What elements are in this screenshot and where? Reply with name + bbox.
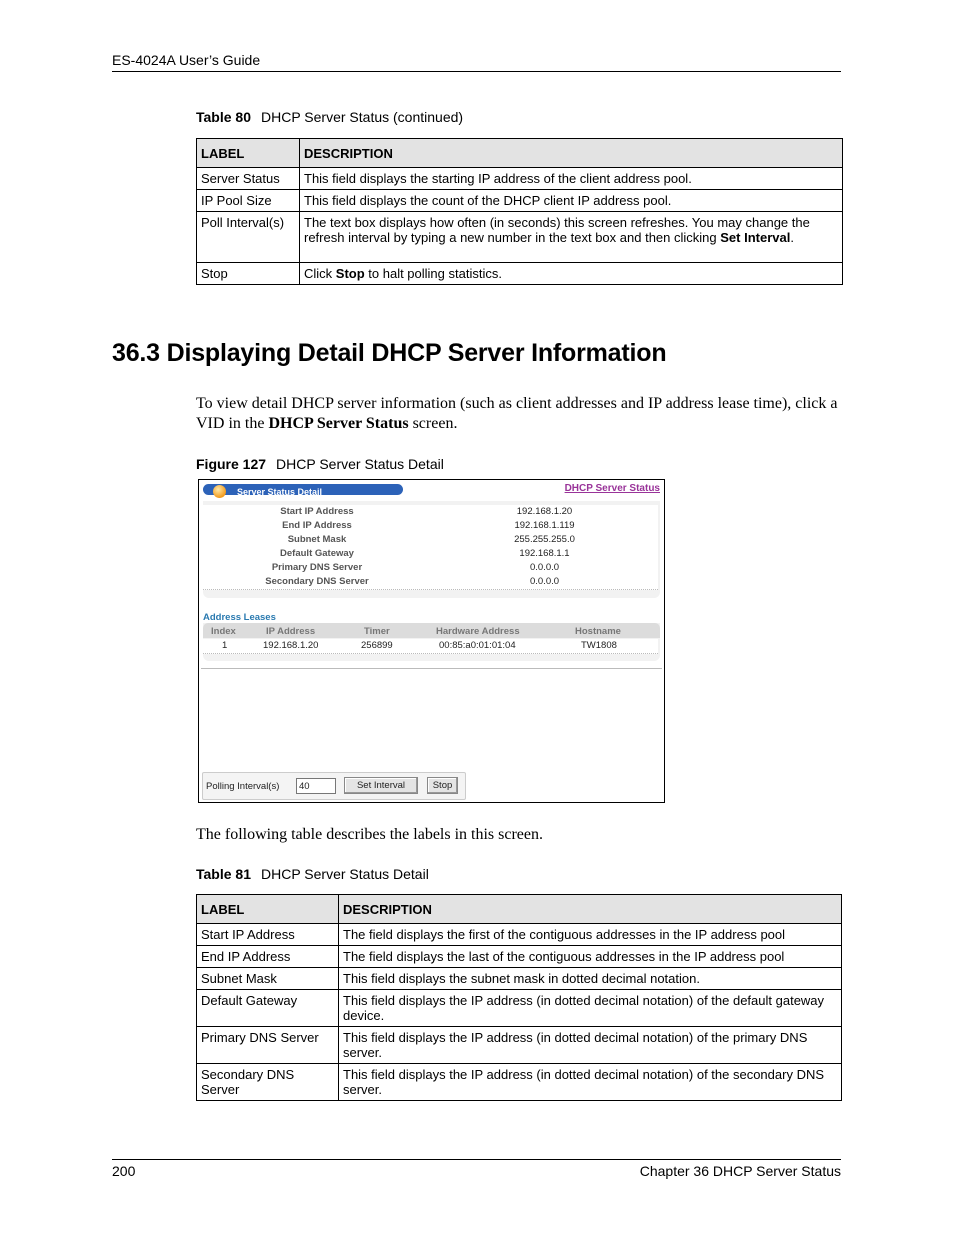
section-heading: 36.3 Displaying Detail DHCP Server Information xyxy=(112,339,667,367)
row-label: IP Pool Size xyxy=(197,190,300,212)
row-description: This field displays the IP address (in dotted decimal notation) of the default gateway device. xyxy=(339,990,842,1027)
following-paragraph: The following table describes the labels in this screen. xyxy=(196,826,544,843)
table-row xyxy=(197,190,843,212)
row-description: The field displays the first of the contiguous addresses in the IP address pool xyxy=(339,924,842,946)
info-value: 192.168.1.1 xyxy=(519,548,570,559)
col-label-header: LABEL xyxy=(197,139,300,168)
table81 xyxy=(196,894,842,1101)
table81-caption-number: Table 81 xyxy=(196,866,251,882)
intro-bold: DHCP Server Status xyxy=(268,415,409,432)
info-row xyxy=(203,561,658,576)
table-header-row xyxy=(197,139,843,168)
row-label: Server Status xyxy=(197,168,300,190)
table-row xyxy=(197,946,842,968)
table81-caption-title: DHCP Server Status Detail xyxy=(261,866,429,882)
info-label: Start IP Address xyxy=(280,506,354,517)
leases-header-row xyxy=(203,623,660,638)
col-hardware-header: Hardware Address xyxy=(436,626,520,637)
table80-caption xyxy=(196,109,463,125)
row-description: This field displays the IP address (in dotted decimal notation) of the secondary DNS server. xyxy=(339,1064,842,1101)
title-bar-text: Server Status Detail xyxy=(237,487,323,497)
info-row xyxy=(203,505,658,520)
col-timer-header: Timer xyxy=(364,626,390,637)
table-row xyxy=(197,263,843,285)
lease-timer: 256899 xyxy=(361,640,393,651)
figure127-caption-title: DHCP Server Status Detail xyxy=(276,456,444,472)
row-label: Start IP Address xyxy=(197,924,339,946)
info-value: 192.168.1.119 xyxy=(514,520,575,531)
desc-bold: Set Interval xyxy=(720,230,791,245)
row-description: This field displays the starting IP address of the client address pool. xyxy=(300,168,843,190)
figure127-caption-number: Figure 127 xyxy=(196,456,267,472)
polling-interval-label: Polling Interval(s) xyxy=(206,781,280,792)
row-label: Stop xyxy=(197,263,300,285)
col-description-header: DESCRIPTION xyxy=(300,139,843,168)
row-description xyxy=(300,263,843,285)
footer-rule xyxy=(112,1159,841,1160)
title-bar xyxy=(203,484,403,495)
lease-index: 1 xyxy=(222,640,228,651)
info-row xyxy=(203,547,658,562)
info-label: Default Gateway xyxy=(280,548,354,559)
table80-caption-title: DHCP Server Status (continued) xyxy=(261,109,464,125)
lease-ip: 192.168.1.20 xyxy=(263,640,319,651)
figure127-screenshot xyxy=(198,479,665,803)
info-label: Secondary DNS Server xyxy=(265,576,369,587)
row-label: Subnet Mask xyxy=(197,968,339,990)
info-row xyxy=(203,519,658,534)
lease-mac: 00:85:a0:01:01:04 xyxy=(439,640,516,651)
info-value: 0.0.0.0 xyxy=(529,576,560,587)
col-hostname-header: Hostname xyxy=(575,626,621,637)
row-label: Secondary DNS Server xyxy=(197,1064,339,1101)
chapter-title: Chapter 36 DHCP Server Status xyxy=(639,1163,841,1179)
intro-text: screen. xyxy=(408,415,458,432)
figure-divider xyxy=(201,668,662,669)
running-header: ES-4024A User’s Guide xyxy=(112,52,261,68)
header-rule xyxy=(112,71,841,72)
set-interval-button[interactable]: Set Interval xyxy=(344,777,418,794)
lease-row xyxy=(203,639,658,654)
table81-caption xyxy=(196,866,429,882)
info-label: Subnet Mask xyxy=(287,534,347,545)
desc-text: . xyxy=(790,230,794,245)
table-row xyxy=(197,924,842,946)
desc-text: Click xyxy=(304,266,336,281)
desc-text: to halt polling statistics. xyxy=(364,266,502,281)
col-index-header: Index xyxy=(211,626,236,637)
address-leases-table xyxy=(203,623,660,661)
col-ip-header: IP Address xyxy=(266,626,316,637)
col-label-header: LABEL xyxy=(197,895,339,924)
row-description: This field displays the subnet mask in dotted decimal notation. xyxy=(339,968,842,990)
stop-button[interactable]: Stop xyxy=(427,777,458,794)
row-label: End IP Address xyxy=(197,946,339,968)
col-description-header: DESCRIPTION xyxy=(339,895,842,924)
table-row xyxy=(197,212,843,263)
intro-paragraph xyxy=(196,394,842,434)
lease-host: TW1808 xyxy=(581,640,617,651)
table-header-row xyxy=(197,895,842,924)
row-label: Poll Interval(s) xyxy=(197,212,300,263)
address-leases-title: Address Leases xyxy=(203,612,276,623)
orb-icon xyxy=(213,485,226,498)
row-label: Default Gateway xyxy=(197,990,339,1027)
info-label: End IP Address xyxy=(282,520,352,531)
table-row xyxy=(197,990,842,1027)
info-value: 255.255.255.0 xyxy=(514,534,575,545)
info-label: Primary DNS Server xyxy=(271,562,363,573)
table-row xyxy=(197,1027,842,1064)
info-row xyxy=(203,575,658,590)
table80 xyxy=(196,138,843,285)
info-value: 192.168.1.20 xyxy=(516,506,573,517)
table-row xyxy=(197,968,842,990)
polling-controls xyxy=(202,772,466,800)
table-row xyxy=(197,1064,842,1101)
row-label: Primary DNS Server xyxy=(197,1027,339,1064)
server-info-panel xyxy=(203,501,660,598)
table80-caption-number: Table 80 xyxy=(196,109,251,125)
table-row xyxy=(197,168,843,190)
desc-bold: Stop xyxy=(335,266,365,281)
row-description: This field displays the count of the DHCP client IP address pool. xyxy=(300,190,843,212)
figure127-caption xyxy=(196,456,444,472)
intro-text: To view detail DHCP server information (such as client addresses and IP address lease time), click a VID in the xyxy=(196,395,838,432)
desc-text: The text box displays how often (in seconds) this screen refreshes. You may change the refresh interval by typing a new number in the text box and then clicking xyxy=(304,215,810,245)
row-description xyxy=(300,212,843,263)
page-number: 200 xyxy=(112,1163,136,1179)
dhcp-server-status-link[interactable]: DHCP Server Status xyxy=(564,483,660,494)
info-row xyxy=(203,533,658,548)
polling-interval-input[interactable] xyxy=(296,778,336,794)
row-description: The field displays the last of the contiguous addresses in the IP address pool xyxy=(339,946,842,968)
info-value: 0.0.0.0 xyxy=(529,562,560,573)
row-description: This field displays the IP address (in dotted decimal notation) of the primary DNS server. xyxy=(339,1027,842,1064)
